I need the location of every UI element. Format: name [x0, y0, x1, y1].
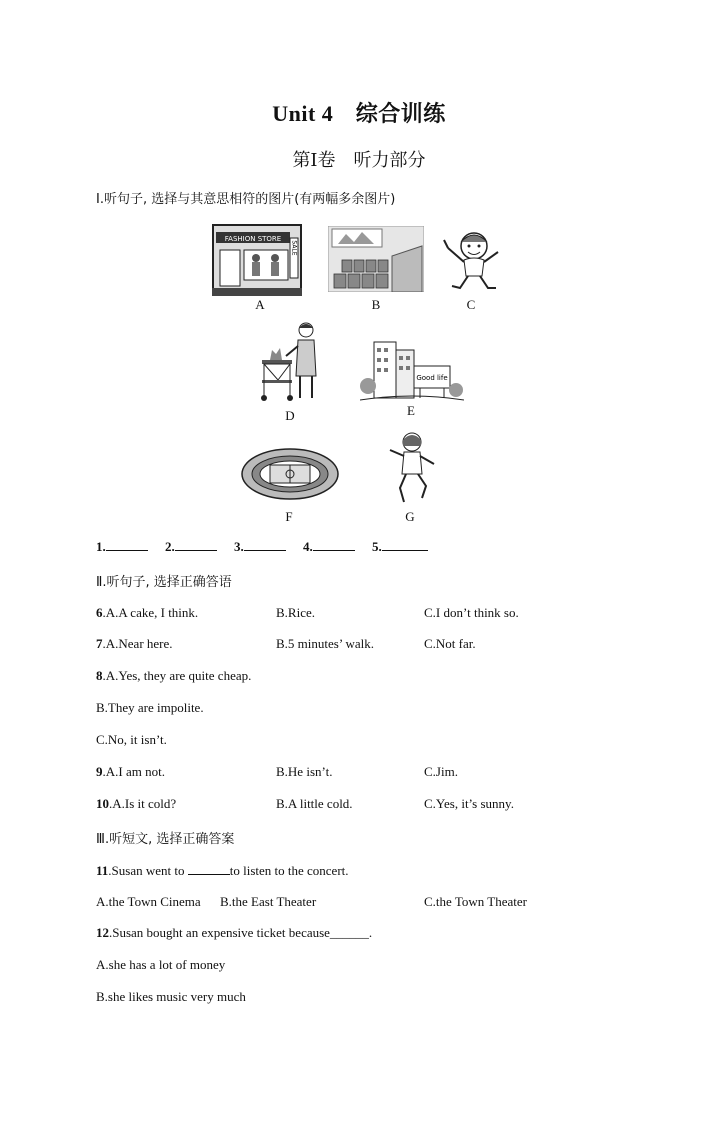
- blank-2: 2.: [165, 539, 217, 554]
- blank-5: 5.: [372, 539, 428, 554]
- question-8-option-b: B.They are impolite.: [96, 700, 204, 715]
- page-title: Unit 4 综合训练: [272, 101, 446, 126]
- picture-f-stadium: [240, 446, 340, 502]
- picture-a-label: A: [255, 297, 265, 312]
- question-11-blank[interactable]: [188, 862, 230, 875]
- store-sale-text: SALE: [290, 240, 298, 256]
- picture-a-fashion-store: [212, 224, 302, 296]
- question-11-stem: 11.Susan went to to listen to the concert.: [96, 863, 349, 878]
- picture-b-label: B: [371, 297, 381, 312]
- blank-4: 4.: [303, 539, 355, 554]
- section-2-heading: Ⅱ.听句子, 选择正确答语: [96, 575, 232, 590]
- picture-g-kungfu-girl: [386, 430, 438, 506]
- blank-2-line[interactable]: [175, 538, 217, 551]
- question-8-option-a: 8.A.Yes, they are quite cheap.: [96, 668, 252, 683]
- blank-1: 1.: [96, 539, 148, 554]
- blank-3: 3.: [234, 539, 286, 554]
- question-11-options: A.the Town Cinema B.the East Theater C.the Town Theater: [96, 894, 527, 909]
- question-6: 6.A.A cake, I think. B.Rice. C.I don’t think so.: [96, 605, 519, 620]
- section-3-heading: Ⅲ.听短文, 选择正确答案: [96, 832, 235, 847]
- picture-c-label: C: [466, 297, 476, 312]
- question-10: 10.A.Is it cold? B.A little cold. C.Yes, it’s sunny.: [96, 796, 514, 811]
- blank-3-line[interactable]: [244, 538, 286, 551]
- blank-4-line[interactable]: [313, 538, 355, 551]
- picture-d-label: D: [285, 408, 295, 423]
- question-7: 7.A.Near here. B.5 minutes’ walk. C.Not far.: [96, 636, 476, 651]
- question-9: 9.A.I am not. B.He isn’t. C.Jim.: [96, 764, 458, 779]
- sign-good-life-text: Good life: [416, 374, 448, 382]
- store-sign-text: FASHION STORE: [224, 235, 282, 243]
- blank-5-line[interactable]: [382, 538, 428, 551]
- picture-c-happy-kid: [440, 226, 504, 296]
- answer-blanks-row: [96, 538, 442, 555]
- picture-f-label: F: [285, 509, 293, 524]
- picture-e-label: E: [407, 403, 415, 418]
- picture-g-label: G: [405, 509, 415, 524]
- picture-b-theater-seats: [328, 226, 424, 292]
- section-1-heading: Ⅰ.听句子, 选择与其意思相符的图片(有两幅多余图片): [96, 192, 396, 207]
- blank-1-line[interactable]: [106, 538, 148, 551]
- question-8-option-c: C.No, it isn’t.: [96, 732, 167, 747]
- question-12-option-a: A.she has a lot of money: [96, 957, 226, 972]
- question-12-stem: 12.Susan bought an expensive ticket because______.: [96, 925, 373, 940]
- question-12-option-b: B.she likes music very much: [96, 989, 246, 1004]
- page-subtitle: 第Ⅰ卷 听力部分: [292, 150, 426, 170]
- picture-d-waitress: [258, 320, 322, 402]
- picture-e-buildings: [360, 336, 464, 404]
